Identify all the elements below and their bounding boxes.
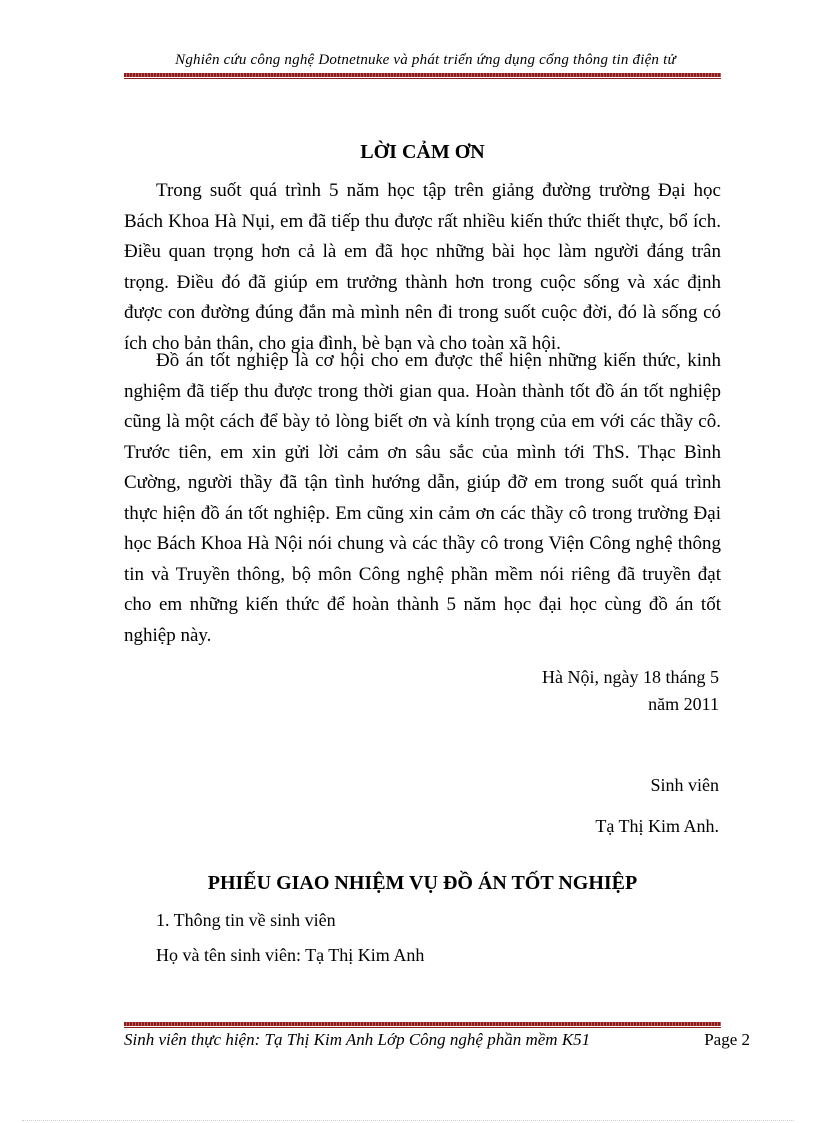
page-edge-divider [22, 1120, 794, 1121]
footer-rule [124, 1022, 721, 1026]
date-line-1: Hà Nội, ngày 18 tháng 5 [542, 667, 719, 687]
acknowledgement-paragraph-2: Đồ án tốt nghiệp là cơ hội cho em được thể hiện những kiến thức, kinh nghiệm đã tiếp thu được trong thời gian qua. Hoàn thành tốt đồ án tốt nghiệp cũng là một cách để bày tỏ lòng biết ơn và kính trọng của em với các thầy cô. Trước tiên, em xin gửi lời cảm ơn sâu sắc của mình tới ThS. Thạc Bình Cường, người thầy đã tận tình hướng dẫn, giúp đỡ em trong suốt quá trình thực hiện đồ án tốt nghiệp. Em cũng xin cảm ơn các thầy cô trong trường Đại học Bách Khoa Hà Nội nói chung và các thầy cô trong Viện Công nghệ thông tin và Truyền thông, bộ môn Công nghệ phần mềm nói riêng đã truyền đạt cho em những kiến thức để hoàn thành 5 năm học đại học cùng đồ án tốt nghiệp này. [124, 350, 721, 646]
header-rule [124, 73, 721, 77]
signer-name: Tạ Thị Kim Anh. [595, 816, 719, 836]
acknowledgement-paragraph-1: Trong suốt quá trình 5 năm học tập trên giảng đường trường Đại học Bách Khoa Hà Nụi, em đã tiếp thu được rất nhiều kiến thức thiết thực, bổ ích. Điều quan trọng hơn cả là em đã học những bài học làm người đáng trân trọng. Điều đó đã giúp em trưởng thành hơn trong cuộc sống và xác định được con đường đúng đắn mà mình nên đi trong suốt cuộc đời, đó là sống có ích cho bản thân, cho gia đình, bè bạn và cho toàn xã hội. [124, 180, 721, 354]
signer-role: Sinh viên [650, 775, 719, 795]
section-student-info: 1. Thông tin về sinh viên [156, 910, 336, 930]
assignment-title: PHIẾU GIAO NHIỆM VỤ ĐỒ ÁN TỐT NGHIỆP [207, 872, 638, 894]
acknowledgement-title: LỜI CẢM ƠN [360, 141, 485, 163]
footer-author: Sinh viên thực hiện: Tạ Thị Kim Anh Lớp Công nghệ phần mềm K51 [124, 1030, 591, 1049]
student-name-line: Họ và tên sinh viên: Tạ Thị Kim Anh [156, 945, 425, 965]
running-header: Nghiên cứu công nghệ Dotnetnuke và phát triển ứng dụng cổng thông tin điện tử [175, 52, 676, 68]
date-line-2: năm 2011 [648, 694, 719, 714]
page-number: Page 2 [704, 1030, 750, 1049]
